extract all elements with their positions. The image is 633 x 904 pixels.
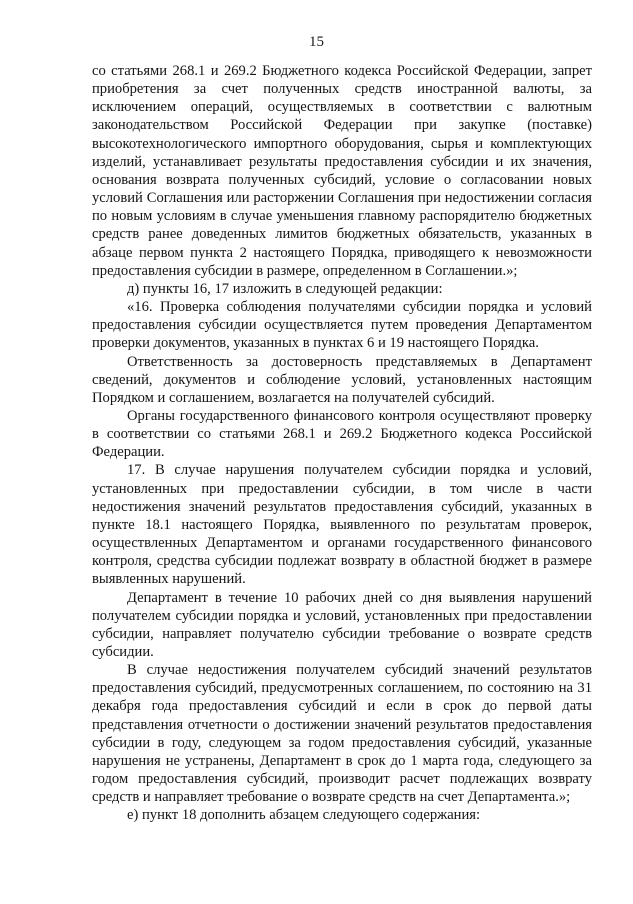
paragraph-financial-control: Органы государственного финансового контроля осуществляют проверку в соответствии со статьями 268.1 и 269.2 Бюджетного кодекса Российской Федерации. [92,407,592,461]
paragraph-amendment-e: е) пункт 18 дополнить абзацем следующего содержания: [127,807,481,824]
paragraph-continuation: со статьями 268.1 и 269.2 Бюджетного кодекса Российской Федерации, запрет приобретения за счет полученных средств иностранной валюты, за исключением операций, осуществляемых в соответствии с валютным законодательством Российской Федерации при закупке (поставке) высокотехнологического импортного оборудования, сырья и комплектующих изделий, устанавливает результаты предоставления субсидии и их значения, основания возврата полученных субсидий, условие о согласовании новых условий Соглашения или расторжении Соглашения при недостижении согласия по новым условиям в случае уменьшения главному распорядителю бюджетных средств ранее доведенных лимитов бюджетных обязательств, указанных в абзаце первом пункта 2 настоящего Порядка, приводящего к невозможности предоставления субсидии в размере, определенном в Соглашении.»; [92,63,592,279]
page-number: 15 [309,34,324,50]
document-body [92,62,592,825]
paragraph-clause-17: 17. В случае нарушения получателем субсидии порядка и условий, установленных при предоставлении субсидии, в том числе в части недостижения значений результатов предоставления субсидий, указанных в пункте 18.1 настоящего Порядка, выявленного по результатам проверок, осуществленных Департаментом и органами государственного финансового контроля, средства субсидии подлежат возврату в областной бюджет в размере выявленных нарушений. [92,462,592,588]
paragraph-clause-16: «16. Проверка соблюдения получателями субсидии порядка и условий предоставления субсидии осуществляется путем проведения Департаментом проверки документов, указанных в пунктах 6 и 19 настоящего Порядка. [92,299,592,352]
paragraph-results-shortfall: В случае недостижения получателем субсидий значений результатов предоставления субсидий, предусмотренных соглашением, по состоянию на 31 декабря года предоставления субсидий и если в срок до первой даты представления отчетности о достижении значений результатов предоставления субсидии в году, следующем за годом предоставления субсидий, указанные нарушения не устранены, Департамент в срок до 1 марта года, следующего за годом предоставления субсидий, производит расчет подлежащих возврату средств и направляет требование о возврате средств на счет Департамента.»; [92,662,592,806]
paragraph-department-notice: Департамент в течение 10 рабочих дней со дня выявления нарушений получателем субсидии порядка и условий, установленных при предоставлении субсидии, направляет получателю субсидии требование о возврате средств субсидии. [92,589,592,660]
paragraph-responsibility: Ответственность за достоверность представляемых в Департамент сведений, документов и соблюдение условий, установленных настоящим Порядком и соглашением, возлагается на получателей субсидий. [92,353,592,406]
paragraph-amendment-d: д) пункты 16, 17 изложить в следующей редакции: [127,280,443,297]
